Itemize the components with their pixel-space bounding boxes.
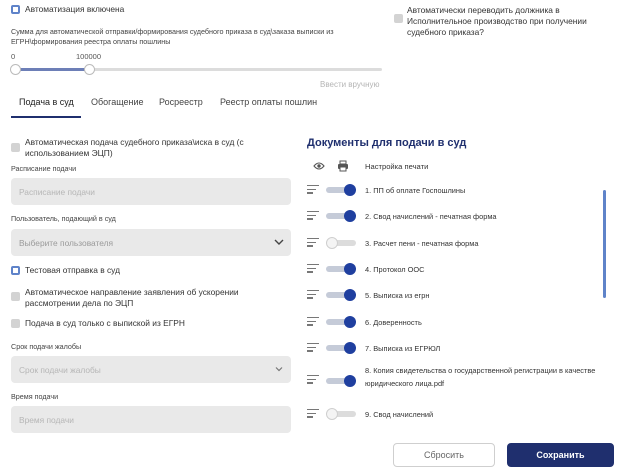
accelerate-checkbox[interactable] [11,292,20,301]
auto-submit-label: Автоматическая подача судебного приказа\иска в суд (с использованием ЭЦП) [25,137,244,158]
document-row [305,234,605,254]
toggle-knob [344,342,356,354]
time-input[interactable] [11,406,291,433]
document-toggle[interactable] [326,184,356,196]
document-row [305,286,605,306]
toggle-knob [344,375,356,387]
document-toggle[interactable] [326,210,356,222]
document-label: 3. Расчет пени - печатная форма [365,239,479,248]
time-label: Время подачи [11,392,59,401]
toggle-knob [344,210,356,222]
document-label: 2. Свод начислений - печатная форма [365,212,497,221]
slider-min-handle[interactable] [10,64,21,75]
toggle-knob [344,263,356,275]
complaint-select[interactable] [11,356,291,383]
document-toggle[interactable] [326,316,356,328]
document-row [305,366,605,386]
toggle-knob [344,184,356,196]
slider-max-handle[interactable] [84,64,95,75]
user-select[interactable] [11,229,291,256]
document-toggle[interactable] [326,342,356,354]
schedule-field[interactable] [11,178,291,205]
chevron-down-icon [274,364,284,374]
drag-handle-icon[interactable] [307,290,319,300]
save-button[interactable]: Сохранить [507,443,614,467]
schedule-label: Расписание подачи [11,164,77,173]
tab-enrichment[interactable]: Обогащение [91,97,144,107]
toggle-knob [344,289,356,301]
tab-duty-registry[interactable]: Реестр оплаты пошлин [220,97,318,107]
document-row [305,260,605,280]
tab-court-submission[interactable]: Подача в суд [19,97,74,107]
document-toggle[interactable] [326,408,356,420]
drag-handle-icon[interactable] [307,317,319,327]
document-label: 9. Свод начислений [365,410,434,419]
automation-label: Автоматизация включена [25,4,125,14]
time-field[interactable] [11,406,291,433]
printer-icon[interactable] [337,160,349,172]
document-label: 8. Копия свидетельства о государственной регистрации в качестве юридического лица.pdf [365,366,596,388]
toggle-knob [326,237,338,249]
complaint-label: Срок подачи жалобы [11,342,82,351]
document-row [305,207,605,227]
document-row [305,405,605,425]
drag-handle-icon[interactable] [307,264,319,274]
transfer-checkbox[interactable] [394,14,403,23]
slider-max-value: 100000 [76,52,102,61]
document-label: 5. Выписка из егрн [365,291,430,300]
drag-handle-icon[interactable] [307,211,319,221]
user-select-value: Выберите пользователя [19,238,114,248]
test-send-checkbox[interactable] [11,266,20,275]
toggle-knob [344,316,356,328]
document-label: 1. ПП об оплате Госпошлины [365,186,466,195]
slider-min-value: 0 [11,52,16,61]
active-tab-indicator [11,116,81,118]
automation-checkbox[interactable] [11,5,20,14]
documents-title: Документы для подачи в суд [307,137,467,149]
drag-handle-icon[interactable] [307,409,319,419]
document-toggle[interactable] [326,289,356,301]
egrn-only-checkbox[interactable] [11,319,20,328]
enter-manually-link[interactable]: Ввести вручную [320,80,380,89]
document-toggle[interactable] [326,375,356,387]
drag-handle-icon[interactable] [307,375,319,385]
document-row [305,313,605,333]
reset-button[interactable]: Сбросить [393,443,495,467]
documents-scrollbar[interactable] [603,190,606,298]
schedule-input[interactable] [11,178,291,205]
user-label: Пользователь, подающий в суд [11,214,116,223]
document-label: 6. Доверенность [365,318,422,327]
transfer-label: Автоматически переводить должника в Исполнительное производство при получении судебного приказа? [407,5,587,37]
auto-submit-checkbox[interactable] [11,143,20,152]
eye-icon[interactable] [313,161,325,171]
tab-rosreestr[interactable]: Росреестр [159,97,203,107]
toggle-knob [326,408,338,420]
document-toggle[interactable] [326,263,356,275]
accelerate-label: Автоматическое направление заявления об ускорении рассмотрении дела по ЭЦП [25,287,239,308]
amount-slider-range [14,68,90,71]
drag-handle-icon[interactable] [307,238,319,248]
document-row [305,181,605,201]
egrn-only-label: Подача в суд только с выпиской из ЕГРН [25,318,185,328]
document-label: 7. Выписка из ЕГРЮЛ [365,344,441,353]
print-settings-label: Настройка печати [365,162,429,171]
complaint-select-value: Срок подачи жалобы [19,365,101,375]
amount-label: Сумма для автоматической отправки/формирования судебного приказа в суд\заказа выписки из ЕГРН\формирования реестра оплаты пошлины [11,27,334,46]
drag-handle-icon[interactable] [307,343,319,353]
document-label: 4. Протокол ООС [365,265,425,274]
document-toggle[interactable] [326,237,356,249]
drag-handle-icon[interactable] [307,185,319,195]
test-send-label: Тестовая отправка в суд [25,265,120,275]
document-row [305,339,605,359]
chevron-down-icon [274,237,284,247]
